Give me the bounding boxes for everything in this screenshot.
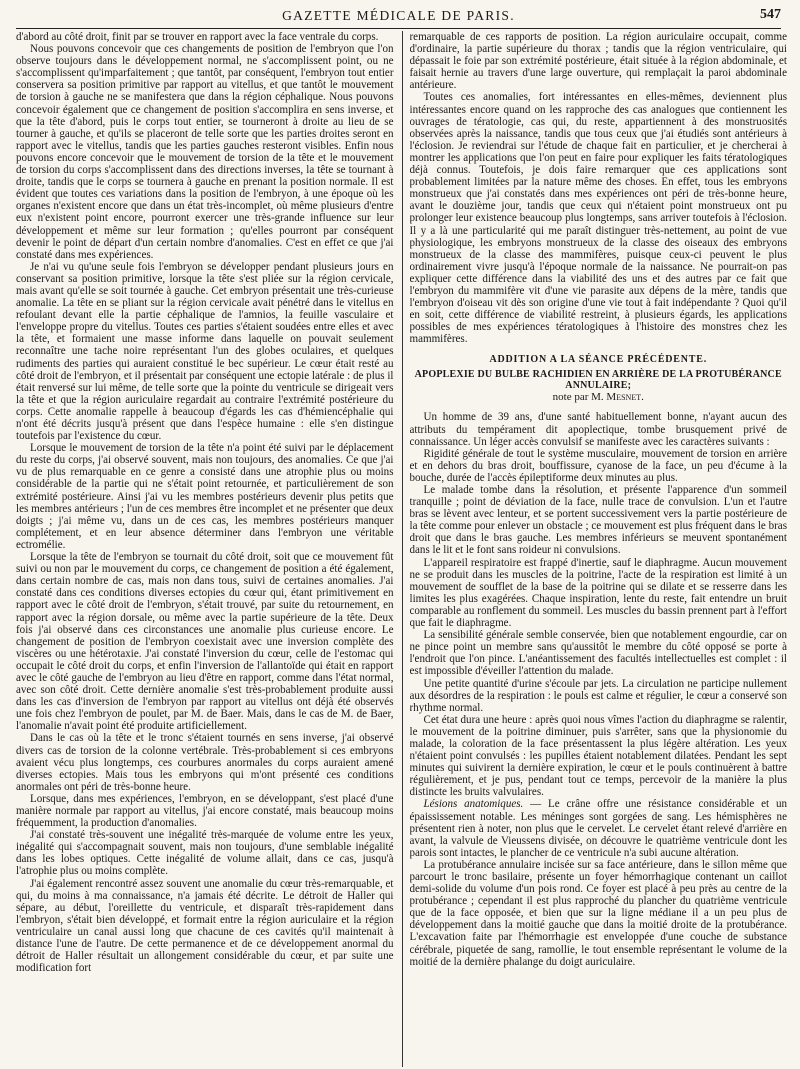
paragraph: Une petite quantité d'urine s'écoule par jets. La circulation ne participe nullement aux désordres de la respiration : le pouls est calme et régulier, le cœur a conservé son rhythme normal. xyxy=(409,677,787,714)
column-divider xyxy=(402,31,403,1067)
page-number: 547 xyxy=(760,7,781,22)
paragraph: Un homme de 39 ans, d'une santé habituellement bonne, n'ayant aucun des attributs du tempérament dit apoplectique, tombe brusquement privé de connaissance. Un léger accès convulsif se manifeste avec les caractères suivants : xyxy=(409,411,787,448)
left-column xyxy=(16,31,394,1067)
paragraph xyxy=(410,798,788,858)
paragraph: Cet état dura une heure : après quoi nous vîmes l'action du diaphragme se ralentir, le mouvement de la poitrine diminuer, puis s'arrêter, sans que la physionomie du malade, la coloration de la face présentassent la plus légère altération. Les yeux n'étaient point convulsés : les pupilles étaient notablement dilatées. Pendant les sept minutes qui suivirent la dernière expiration, le cœur et le pouls continuèrent à battre régulièrement, et je pus, pendant tout ce temps, percevoir de la manière la plus distincte les bruits valvulaires. xyxy=(409,713,787,799)
paragraph: Nous pouvons concevoir que ces changements de position de l'embryon que l'on observe toujours dans le développement normal, ne s'accomplissent point, ou ne s'accomplissent qu'imparfaitement ; que tantôt, par conséquent, l'embryon tout entier conservera sa position primitive par rapport au vitellus, et que tantôt le mouvement de torsion à gauche ne se manifestera que dans la région céphalique. Nous pouvons concevoir également que ce changement de position s'accomplira en sens inverse, et que la tête d'abord, puis le corps tout entier, se tourneront à droite au lieu de se tourner à gauche, et qu'ils se placeront de telle sorte que les parties droites seront en rapport avec le vitellus, tandis que les parties gauches resteront visibles. Enfin nous pouvons encore concevoir que le mouvement de torsion de la tête et le mouvement de torsion du corps s'accomplissent dans des directions inverses, la tête se tournant à droite, tandis que le corps se tournera à gauche en prenant la position normale. Il est évident que toutes ces variations dans la position de l'embryon, à une époque où les organes n'existent encore que dans un état très-incomplet, où même plusieurs d'entre eux n'existent point encore, pourront exercer une très-grande influence sur leur développement et même sur leur formation ; qu'elles pourront par conséquent devenir le point de départ d'un certain nombre d'anomalies. C'est en effet ce que j'ai constaté dans mes expériences. xyxy=(16,43,394,261)
paragraph: remarquable de ces rapports de position. La région auriculaire occupait, comme d'ordinaire, la partie supérieure du thorax ; tandis que la région ventriculaire, qui dépassait le foie par son extrémité postérieure, était située à la région abdominale, et faisait hernie au travers d'une large ouverture, qui remplaçait la paroi abdominale antérieure. xyxy=(409,31,787,92)
byline-author: Mesnet. xyxy=(606,391,644,404)
byline-prefix: note par M. xyxy=(552,391,607,404)
text-columns xyxy=(16,31,787,1067)
paragraph: J'ai constaté très-souvent une inégalité très-marquée de volume entre les yeux, inégalité qui s'accompagnait souvent, mais non toujours, d'une semblable inégalité dans les lobes optiques. Cette inégalité de volume allait, dans ce cas, jusqu'à l'atrophie plus ou moins complète. xyxy=(16,829,394,878)
paragraph-text: — Le crâne offre une résistance considérable et un épaississement notable. Les méninges sont gorgées de sang. Les hémisphères ne présentent rien à noter, non plus que le cervelet. Le cervelet étant relevé d'arrière en avant, la valvule de Vieussens divisée, on découvre le quatrième ventricule dont les parois sont intactes, le plancher de ce ventricule n'a subi aucune altération. xyxy=(409,798,787,859)
page-header xyxy=(16,6,781,29)
article-byline xyxy=(410,391,788,404)
paragraph: Toutes ces anomalies, fort intéressantes en elles-mêmes, deviennent plus intéressantes encore quand on les rapproche des cas analogues que contiennent les ouvrages de tératologie, cas qui, du reste, appartiennent à des monstruosités observées après la naissance, tandis que tous ceux que j'ai étudiés sont antérieurs à l'éclosion. Je reviendrai sur l'étude de chaque fait en particulier, et je chercherai à montrer les applications que l'on peut en faire pour expliquer les faits tératologiques déjà connus. Toutefois, je dois faire remarquer que ces applications sont probablement limitées par la nature même des choses. En effet, tous les embryons monstrueux que j'ai constatés dans mes expériences ont péri de très-bonne heure, avant le douzième jour, tandis que ceux qui n'étaient point monstrueux ont pu prolonger leur existence beaucoup plus longtemps, sans arriver toutefois à l'éclosion. Il y a là une particularité qui me paraît distinguer très-nettement, au point de vue physiologique, les embryons monstrueux de la classe des oiseaux des embryons monstrueux de la classe des mammifères, puisque ceux-ci peuvent le plus ordinairement vivre jusqu'à l'époque normale de la naissance. Ne pourrait-on pas expliquer cette différence dans la viabilité des uns et des autres par ce fait que l'embryon du mammifère vit d'une vie parasite aux dépens de la mère, tandis que l'embryon d'oiseau vit dès son origine d'une vie tout à fait indépendante ? Quoi qu'il en soit, cette différence de viabilité restreint, à plusieurs égards, les applications possibles de mes expériences tératologiques à l'histoire des monstres chez les mammifères. xyxy=(409,91,787,346)
paragraph: La sensibilité générale semble conservée, bien que notablement engourdie, car on ne pince point un membre sans qu'aussitôt le membre du côté opposé se porte à l'endroit que l'on pince. L'anéantissement des facultés intellectuelles est complet : il est impossible d'éveiller l'attention du malade. xyxy=(409,629,787,678)
article-title: APOPLEXIE DU BULBE RACHIDIEN EN ARRIÈRE DE LA PROTUBÉRANCE ANNULAIRE; xyxy=(414,369,782,392)
section-title: ADDITION A LA SÉANCE PRÉCÉDENTE. xyxy=(489,354,708,366)
right-column-lower-text xyxy=(410,411,788,967)
journal-title: GAZETTE MÉDICALE DE PARIS. xyxy=(282,8,515,23)
right-column xyxy=(410,31,788,1067)
paragraph: Rigidité générale de tout le système musculaire, mouvement de torsion en arrière et en dehors du bras droit, bouffissure, cyanose de la face, un peu d'écume à la bouche, durée de l'accès épileptiforme deux minutes au plus. xyxy=(409,447,787,484)
paragraph: Le malade tombe dans la résolution, et présente l'apparence d'un sommeil tranquille ; point de déviation de la face, nulle trace de convulsion. L'un et l'autre bras se lèvent avec lenteur, et se portent successivement vers la partie postérieure de la tête comme pour enlever un obstacle ; ce mouvement est plus fréquent dans le bras droit que dans le bras gauche. Les membres inférieurs se meuvent spontanément dans le lit et le font sans roideur ni convulsions. xyxy=(409,484,787,557)
paragraph: Lorsque, dans mes expériences, l'embryon, en se développant, s'est placé d'une manière normale par rapport au vitellus, j'ai encore constaté, mais beaucoup moins fréquemment, la production d'anomalies. xyxy=(16,792,394,830)
paragraph: Je n'ai vu qu'une seule fois l'embryon se développer pendant plusieurs jours en conservant sa position primitive, lorsque la tête s'est pliée sur la région cervicale, mais avant qu'elle se soit tournée à gauche. Cet embryon présentait une très-curieuse anomalie. La tête en se pliant sur la région cervicale avait pénétré dans le vitellus en refoulant devant elle la partie céphalique de l'amnios, la feuille vasculaire et l'enveloppe propre du vitellus. Toutes ces parties s'étaient soudées entre elles et avec la tête, et formaient une masse informe dans laquelle on pouvait seulement reconnaître une tache noire représentant l'un des globes oculaires, et quelques rudiments des parties qui auraient constitué le bec supérieur. Le cœur était resté au côté droit de l'embryon, et il présentait par conséquent une ectopie latérale : de plus il était renversé sur lui même, de telle sorte que la pointe du ventricule se dirigeait vers la tête et que la région auriculaire regardait au contraire l'extrémité postérieure du corps. Cette anomalie rappelle à beaucoup d'égards les cas d'hémiencéphalie qui n'ont été décrits jusqu'à présent que dans l'espèce humaine : elle s'en distingue toutefois par l'existence du cœur. xyxy=(16,260,394,443)
paragraph: Lorsque la tête de l'embryon se tournait du côté droit, soit que ce mouvement fût suivi ou non par le mouvement du corps, ce changement de position a été également, dans certain nombre de cas, mais non dans tous, suivi de certaines anomalies. J'ai constaté dans ces conditions diverses ectopies du cœur qui, étant primitivement en rapport avec le côté droit de l'embryon, s'était trouvé, par suite du retournement, en rapport avec la région dorsale, ou même avec la partie supérieure de la tête. Deux fois j'ai observé dans ces circonstances une anomalie plus curieuse encore. Le changement de position de l'embryon coexistait avec une inversion complète des viscères ou une hétérotaxie. J'ai constaté l'inversion du cœur, celle de l'estomac qui occupait le côté droit du corps, et enfin l'inversion de l'allantoïde qui était en rapport avec le côté gauche de l'embryon au lieu d'être en rapport, comme dans l'état normal, avec son côté droit. Cette dernière anomalie s'est très-probablement produite aussi dans les cas d'inversion de l'embryon par rapport au vitellus ont déjà été observés une fois chez l'embryon de poulet, par M. de Baer. Mais, dans le cas de M. de Baer, l'anomalie n'avait point été produite artificiellement. xyxy=(16,551,394,733)
paragraph-lead: Lésions anatomiques. xyxy=(423,798,524,811)
paragraph: La protubérance annulaire incisée sur sa face antérieure, dans le sillon même que parcourt le tronc basilaire, présente un foyer hémorrhagique contenant un caillot demi-solide du volume d'un pois rond. Ce foyer est placé à peu près au centre de la protubérance ; cependant il est plus rapproché du plancher du quatrième ventricule que de la face opposée, et bien que sur la ligne médiane il a un peu plus de développement dans la moitié gauche que dans la moitié droite de la protubérance. L'excavation faite par l'hémorrhagie est enveloppée d'une couche de substance cérébrale, piquetée de sang, ramollie, le tout ensemble représentant le volume de la moitié de la dernière phalange du doigt auriculaire. xyxy=(409,858,787,968)
right-column-upper-text xyxy=(410,31,788,345)
paragraph: d'abord au côté droit, finit par se trouver en rapport avec la face ventrale du corps. xyxy=(16,31,379,43)
paragraph: L'appareil respiratoire est frappé d'inertie, sauf le diaphragme. Aucun mouvement ne se produit dans les muscles de la poitrine, l'acte de la respiration est limité à un mouvement de soufflet de la base de la poitrine qui se dilate et se resserre dans les limites les plus exagérées. Chaque inspiration, lente du reste, fait entendre un bruit comparable au ronflement du sommeil. Les muscles du bassin prennent part à l'effort que fait le diaphragme. xyxy=(409,556,787,630)
paragraph: Dans le cas où la tête et le tronc s'étaient tournés en sens inverse, j'ai observé divers cas de torsion de la colonne vertébrale. Très-probablement si ces embryons avaient vécu plus longtemps, ces courbures anormales du corps auraient amené diverses ectopies. Mais tous les embryons qui m'ont présenté ces conditions anormales ont péri de très-bonne heure. xyxy=(16,732,394,793)
paragraph: Lorsque le mouvement de torsion de la tête n'a point été suivi par le déplacement du reste du corps, j'ai observé souvent, mais non toujours, des anomalies. Ce que j'ai vu de plus remarquable en ce genre a consisté dans une atrophie plus ou moins considérable de la partie qui ne s'était point retournée, et particulièrement de son extrémité postérieure. Ainsi j'ai vu les membres postérieurs devenir plus petits que les membres antérieurs ; l'un de ces membres être incomplet et ne présenter que deux doigts ; j'ai même vu, dans un de ces cas, les membres postérieurs manquer complétement, et en leur absence déterminer dans l'embryon une véritable ectromélie. xyxy=(16,442,394,551)
paragraph: J'ai également rencontré assez souvent une anomalie du cœur très-remarquable, et qui, du moins à ma connaissance, n'a jamais été décrite. Le détroit de Haller qui sépare, au début, l'oreillette du ventricule, et disparaît très-rapidement dans l'embryon, s'était bien développé, et formait entre la région auriculaire et la région ventriculaire un canal aussi long que chacune de ces cavités qu'il maintenait à distance l'une de l'autre. De cette permanence et de ce développement anormal du détroit de Haller résultait un allongement considérable du cœur, et par suite une modification fort xyxy=(16,877,394,975)
